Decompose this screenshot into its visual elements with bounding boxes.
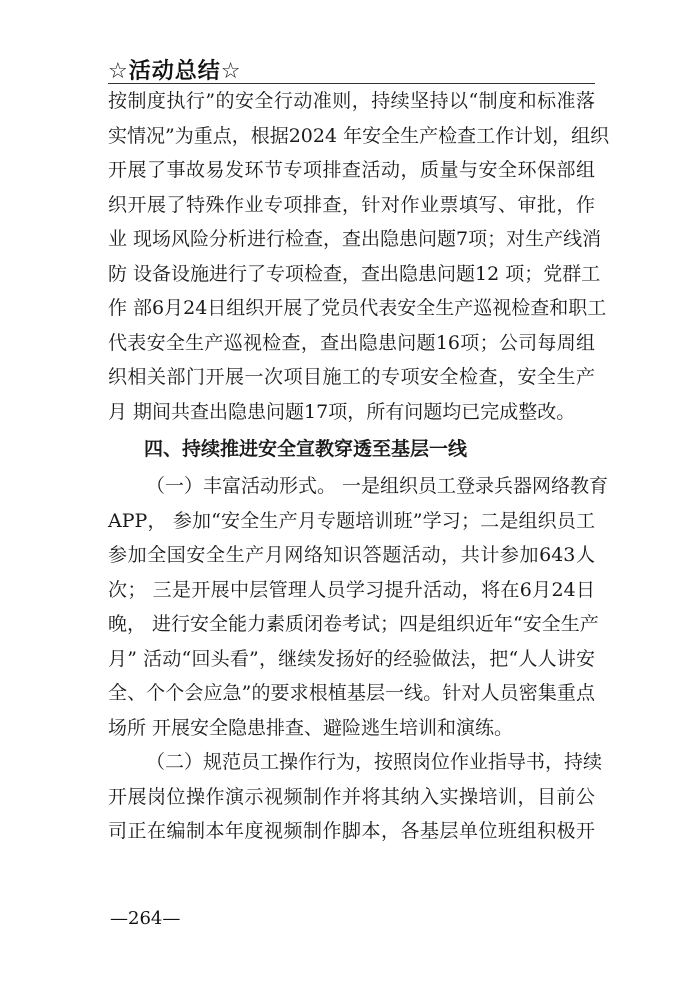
text-line: 月 期间共查出隐患问题17项，所有问题均已完成整改。 [108, 400, 576, 423]
text-line: 织开展了特殊作业专项排查，针对作业票填写、审批，作 [108, 193, 595, 216]
text-line: 次； 三是开展中层管理人员学习提升活动，将在6月24日 [108, 578, 595, 601]
text-line: 月” 活动“回头看”，继续发扬好的经验做法，把“人人讲安 [108, 647, 595, 670]
paragraph-activity-forms [108, 469, 609, 745]
text-line: 按制度执行”的安全行动准则，持续坚持以“制度和标准落 [108, 90, 595, 112]
text-line: 业 现场风险分析进行检查，查出隐患问题7项；对生产线消 [108, 228, 602, 250]
text-line: 开展了事故易发环节专项排查活动，质量与安全环保部组 [108, 159, 595, 181]
text-line: 防 设备设施进行了专项检查，查出隐患问题12 项；党群工 [108, 262, 601, 285]
text-line: 司正在编制本年度视频制作脚本，各基层单位班组积极开 [108, 820, 595, 842]
section-heading-four: 四、持续推进安全宣教穿透至基层一线 [144, 438, 468, 460]
text-line: 作 部6月24日组织开展了党员代表安全生产巡视检查和职工 [108, 297, 607, 319]
text-line: 织相关部门开展一次项目施工的专项安全检查，安全生产 [108, 366, 595, 388]
text-line: APP， 参加“安全生产月专题培训班”学习；二是组织员工 [108, 509, 595, 532]
text-line: 参加全国安全生产月网络知识答题活动，共计参加643人 [108, 544, 595, 566]
text-line: （一）丰富活动形式。 一是组织员工登录兵器网络教育 [146, 475, 609, 497]
page-header-title: ☆活动总结☆ [108, 59, 242, 84]
text-line: 实情况”为重点，根据2024 年安全生产检查工作计划，组织 [108, 124, 610, 147]
document-body [108, 84, 610, 849]
text-line: 代表安全生产巡视检查，查出隐患问题16项；公司每周组 [108, 331, 595, 354]
text-line: 晚， 进行安全能力素质闭卷考试；四是组织近年“安全生产 [108, 613, 599, 635]
paragraph-operation-standards [108, 745, 603, 849]
text-line: 全、个个会应急”的要求根植基层一线。针对人员密集重点 [108, 682, 595, 704]
text-line: （二）规范员工操作行为，按照岗位作业指导书，持续 [146, 751, 603, 773]
paragraph-safety-inspection [108, 84, 610, 429]
text-line: 开展岗位操作演示视频制作并将其纳入实操培训，目前公 [108, 785, 595, 808]
page-number: —264— [110, 908, 181, 929]
text-line: 场所 开展安全隐患排查、避险逃生培训和演练。 [108, 716, 514, 739]
